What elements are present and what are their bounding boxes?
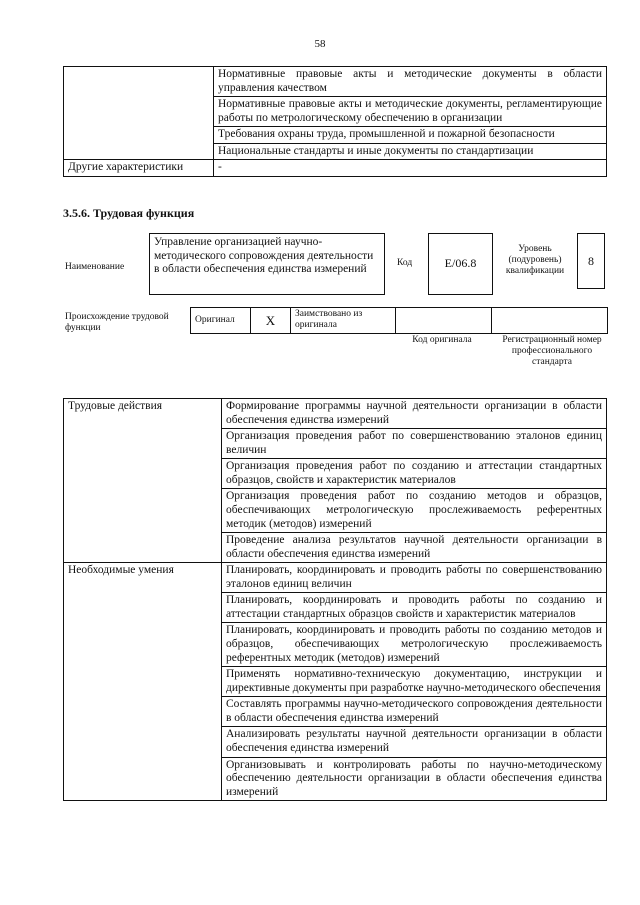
top-table-row: Нормативные правовые акты и методические документы, регламентирующие работы по метрологическому обеспечению в организации (214, 97, 607, 127)
level-label: Уровень (подуровень) квалификации (505, 244, 565, 276)
other-characteristics-label: Другие характеристики (64, 160, 214, 177)
top-table-row: Нормативные правовые акты и методические документы в области управления качеством (214, 67, 607, 97)
origin-table (190, 307, 608, 334)
level-box (577, 233, 605, 289)
top-table-left-cell (64, 67, 214, 160)
top-table (63, 66, 607, 177)
skill-item: Применять нормативно-техническую документацию, инструкции и директивные документы при разработке научно-методического обеспечения (222, 667, 607, 697)
skill-item: Планировать, координировать и проводить работы по совершенствованию эталонов единиц величин (222, 563, 607, 593)
top-table-row: Национальные стандарты и иные документы по стандартизации (214, 143, 607, 160)
action-item: Организация проведения работ по совершенствованию эталонов единиц величин (222, 429, 607, 459)
origin-label: Происхождение трудовой функции (65, 312, 169, 333)
origin-borrowed: Заимствовано из оригинала (291, 308, 396, 334)
top-table-row: Требования охраны труда, промышленной и пожарной безопасности (214, 127, 607, 144)
action-item: Проведение анализа результатов научной деятельности организации в области обеспечения единства измерений (222, 533, 607, 563)
origin-original: Оригинал (191, 308, 251, 334)
code-label: Код (397, 258, 413, 268)
skills-label: Необходимые умения (64, 563, 222, 801)
action-item: Формирование программы научной деятельности организации в области обеспечения единства измерений (222, 399, 607, 429)
action-item: Организация проведения работ по созданию методов и образцов, обеспечивающих метрологическую прослеживаемость референтных методик (методов) измерений (222, 489, 607, 533)
actions-label: Трудовые действия (64, 399, 222, 563)
skill-item: Планировать, координировать и проводить работы по созданию методов и образцов, обеспечивающих метрологическую прослеживаемость референтных методик (методов) измерений (222, 623, 607, 667)
code-original-label: Код оригинала (412, 335, 472, 345)
reg-number-label: Регистрационный номер профессионального стандарта (502, 335, 602, 367)
name-label: Наименование (65, 262, 125, 272)
name-box (149, 233, 385, 295)
main-table (63, 398, 607, 801)
name-value: Управление организацией научно-методического сопровождения деятельности в области обеспечения единства измерений (154, 236, 374, 276)
section-title: 3.5.6. Трудовая функция (63, 206, 195, 220)
skill-item: Составлять программы научно-методического сопровождения деятельности в области обеспечения единства измерений (222, 697, 607, 727)
origin-code-cell (396, 308, 492, 334)
origin-mark: X (251, 308, 291, 334)
code-value: E/06.8 (444, 256, 477, 270)
skill-item: Организовывать и контролировать работы по научно-методическому обеспечению деятельности организации в области обеспечения единства измерений (222, 757, 607, 801)
skill-item: Анализировать результаты научной деятельности организации в области обеспечения единства измерений (222, 727, 607, 757)
skill-item: Планировать, координировать и проводить работы по созданию и аттестации стандартных образцов свойств и характеристик материалов (222, 593, 607, 623)
other-characteristics-value: - (214, 160, 607, 177)
origin-reg-cell (492, 308, 608, 334)
action-item: Организация проведения работ по созданию и аттестации стандартных образцов, свойств и характеристик материалов (222, 459, 607, 489)
page-number: 58 (314, 38, 326, 50)
level-value: 8 (588, 254, 594, 268)
code-box (428, 233, 493, 295)
